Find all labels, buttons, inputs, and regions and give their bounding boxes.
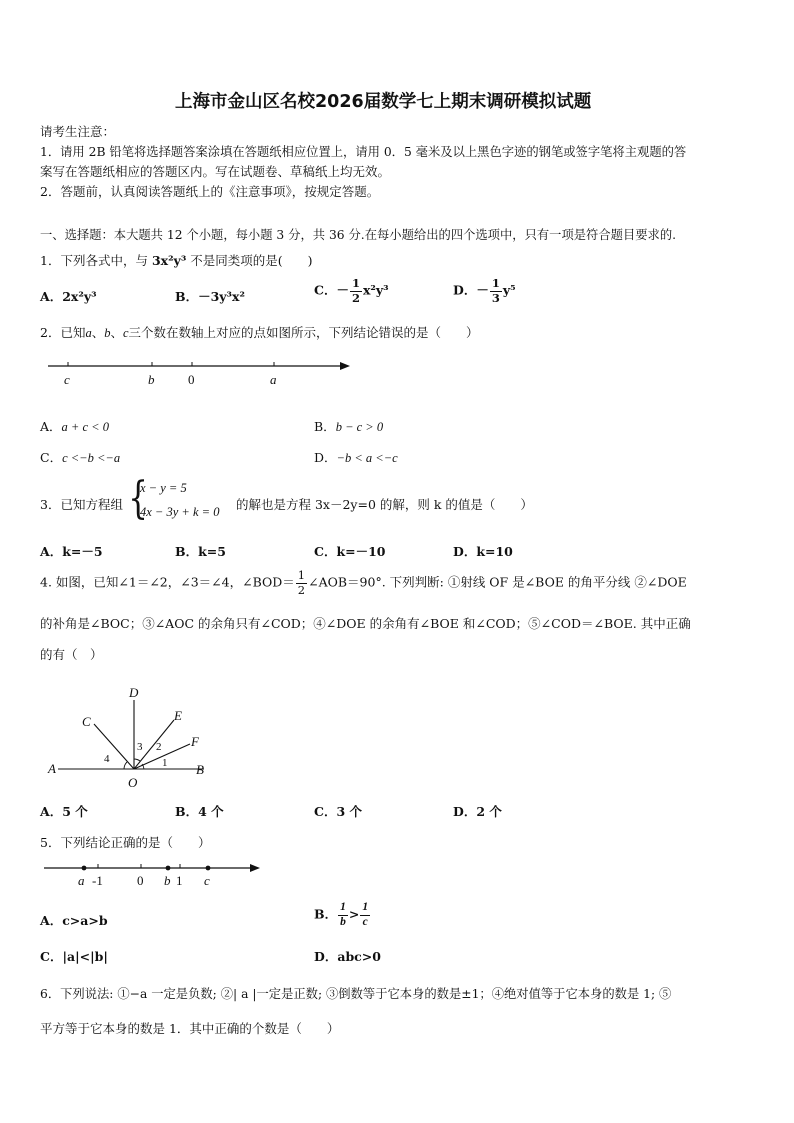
notice-item-1: 1．请用 2B 铅笔将选择题答案涂填在答题纸相应位置上，请用 0．5 毫米及以上黑色字迹的钢笔或签字笔将主观题的答 (40, 145, 687, 159)
q1-c-label: C． (314, 282, 337, 298)
q1-d-sign: － (476, 282, 489, 298)
q5-stem: 5．下列结论正确的是（ ） (40, 835, 211, 850)
q1-option-c[interactable] (314, 278, 389, 304)
q5-axis-label-c: c (204, 873, 210, 888)
q4-line-2: 的补角是∠BOC；③∠AOC 的余角只有∠COD；④∠DOE 的余角有∠BOE 和∠COD；⑤∠COD＝∠BOE. 其中正确 (40, 616, 691, 631)
q1-c-num: 1 (351, 276, 360, 290)
q5-b-den1: b (340, 915, 346, 928)
q1-d-fraction (490, 278, 502, 304)
q4-line1-post: ∠AOB＝90°. 下列判断: ①射线 OF 是∠BOE 的角平分线 ②∠DOE (308, 574, 687, 590)
q4-angle-figure (44, 684, 224, 794)
q1-a-label: A． (40, 289, 63, 304)
q1-stem (40, 251, 313, 269)
q4-angle-2: 2 (156, 741, 162, 753)
ray-oc (94, 724, 134, 769)
q4-angle-1: 1 (162, 757, 168, 769)
q2-option-d[interactable] (314, 448, 398, 466)
q2-var-b: b (104, 326, 111, 340)
q2-axis-label-a: a (270, 372, 277, 387)
q5-option-a[interactable]: A．c>a>b (40, 913, 108, 928)
q4-label-C: C (82, 714, 91, 729)
q5-b-gt: > (348, 906, 360, 922)
q5-option-b[interactable] (314, 902, 371, 928)
q4-option-b[interactable]: B．4 个 (175, 804, 224, 819)
q5-option-c[interactable]: C．|a|<|b| (40, 949, 108, 964)
q4-option-d[interactable]: D．2 个 (453, 804, 502, 819)
page-title: 上海市金山区名校2026届数学七上期末调研模拟试题 (175, 92, 592, 112)
q2-stem-post: 三个数在数轴上对应的点如图所示，下列结论错误的是（ ） (128, 325, 479, 340)
q5-option-d[interactable]: D．abc>0 (314, 949, 381, 964)
q3-option-a[interactable]: A．k=－5 (40, 544, 103, 559)
q1-c-fraction (350, 278, 362, 304)
q5-number-line (40, 858, 270, 892)
q3-option-b[interactable]: B．k=5 (175, 544, 226, 559)
q5-axis-label-b: b (164, 873, 171, 888)
q3-option-d[interactable]: D．k=10 (453, 544, 513, 559)
q1-option-b[interactable] (175, 287, 245, 305)
q4-label-B: B (196, 762, 204, 777)
q2-stem-pre: 2．已知 (40, 325, 86, 340)
q1-option-a[interactable] (40, 287, 97, 305)
q2-sep-1: 、 (91, 325, 105, 340)
q4-label-D: D (129, 685, 139, 700)
q3-brace: { (128, 473, 148, 524)
q4-line-1 (40, 570, 687, 596)
q1-a-text: 2x²y³ (62, 289, 97, 304)
q4-option-c[interactable]: C．3 个 (314, 804, 362, 819)
q1-d-label: D． (453, 282, 477, 298)
q5-axis-label-a: a (78, 873, 85, 888)
q2-var-c: c (122, 326, 129, 340)
q3-stem-post: 的解也是方程 3x－2y=0 的解，则 k 的值是（ ） (236, 497, 533, 512)
q4-half-num: 1 (297, 568, 306, 582)
q2-sep-2: 、 (110, 325, 123, 340)
q1-option-d[interactable] (453, 278, 516, 304)
q1-b-text: －3y³x² (198, 289, 245, 304)
q2-var-a: a (85, 326, 92, 340)
q4-angle-4: 4 (104, 753, 110, 765)
q3-eq2: 4x − 3y + k = 0 (140, 505, 220, 519)
q2-axis-label-c: c (64, 372, 70, 387)
q5-axis-label-neg1: -1 (92, 873, 103, 888)
q6-line-1: 6．下列说法: ①−a 一定是负数; ②| a |一定是正数; ③倒数等于它本身的数是±1；④绝对值等于它本身的数是 1; ⑤ (40, 987, 672, 1001)
q5-b-fraction-1 (338, 902, 348, 928)
q6-line-2: 平方等于它本身的数是 1．其中正确的个数是（ ） (40, 1021, 340, 1036)
notice-item-1-cont: 案写在答题纸相应的答题区内。写在试题卷、草稿纸上均无效。 (40, 164, 391, 179)
q2-b-label: B． (314, 419, 336, 434)
section-heading: 一、选择题：本大题共 12 个小题，每小题 3 分，共 36 分.在每小题给出的四个选项中，只有一项是符合题目要求的. (40, 228, 677, 242)
q1-d-text: y⁵ (502, 282, 516, 298)
q3-eq1: x − y = 5 (140, 481, 187, 495)
q2-a-text: a + c < 0 (61, 420, 109, 434)
q2-b-text: b − c > 0 (335, 420, 384, 434)
q3-option-c[interactable]: C．k=－10 (314, 544, 386, 559)
q5-axis-label-1: 1 (176, 873, 183, 888)
q5-b-num2: 1 (360, 902, 370, 916)
q4-label-E: E (174, 708, 182, 723)
q2-d-label: D． (314, 450, 337, 465)
notice-item-2: 2．答题前，认真阅读答题纸上的《注意事项》，按规定答题。 (40, 184, 380, 199)
q1-stem-expr: 3x²y³ (151, 253, 187, 268)
q1-b-label: B． (175, 289, 199, 304)
q4-label-A: A (48, 761, 56, 776)
q1-c-text: x²y³ (362, 282, 389, 298)
q2-option-a[interactable] (40, 417, 109, 435)
q4-half-den: 2 (297, 582, 306, 597)
q2-axis-label-0: 0 (188, 372, 195, 387)
q2-c-text: c <−b <−a (62, 451, 121, 465)
q5-b-num1: 1 (338, 902, 348, 916)
q5-b-den2: c (362, 915, 368, 928)
q2-a-label: A． (40, 419, 62, 434)
q5-b-label: B． (314, 906, 338, 922)
q5-axis-label-0: 0 (137, 873, 144, 888)
q2-option-b[interactable] (314, 417, 383, 435)
q2-number-line (40, 356, 360, 392)
q2-d-text: −b < a <−c (336, 451, 398, 465)
q4-angle-3: 3 (137, 741, 143, 753)
q2-stem (40, 323, 479, 341)
q4-line-3: 的有（ ） (40, 647, 103, 662)
q5-b-fraction-2 (360, 902, 370, 928)
q4-label-F: F (191, 734, 199, 749)
q1-stem-pre: 1．下列各式中，与 (40, 253, 152, 268)
q1-c-den: 2 (351, 290, 360, 305)
q3-stem-pre: 3．已知方程组 (40, 497, 123, 512)
q4-line1-pre: 4. 如图，已知∠1＝∠2，∠3＝∠4，∠BOD＝ (40, 574, 295, 590)
q4-label-O: O (128, 775, 138, 790)
q1-d-num: 1 (491, 276, 500, 290)
q1-d-den: 3 (491, 290, 500, 305)
q2-option-c[interactable] (40, 448, 120, 466)
q2-axis-label-b: b (148, 372, 155, 387)
notice-heading: 请考生注意： (40, 124, 116, 139)
q4-option-a[interactable]: A．5 个 (40, 804, 88, 819)
q1-stem-post: 不是同类项的是( ) (186, 253, 313, 268)
q2-c-label: C． (40, 450, 63, 465)
q1-c-sign: － (336, 282, 349, 298)
q4-half-fraction (296, 570, 307, 596)
